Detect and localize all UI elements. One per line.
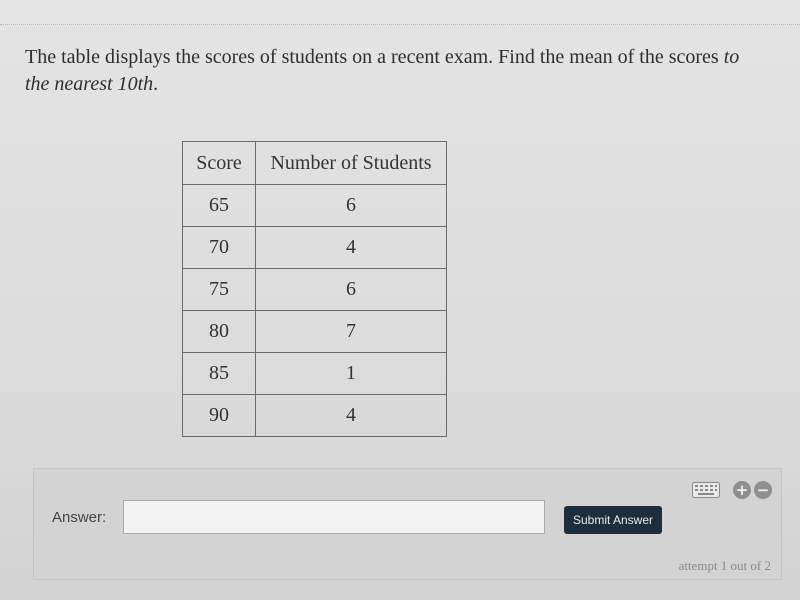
score-cell: 65 bbox=[183, 185, 256, 227]
table-row bbox=[183, 185, 447, 227]
table-row bbox=[183, 227, 447, 269]
header-score: Score bbox=[183, 142, 256, 185]
score-cell: 70 bbox=[183, 227, 256, 269]
count-cell: 4 bbox=[256, 395, 447, 437]
attempt-counter: attempt 1 out of 2 bbox=[678, 558, 771, 573]
question-text bbox=[25, 44, 765, 98]
table-row bbox=[183, 353, 447, 395]
table-row bbox=[183, 269, 447, 311]
plus-icon[interactable]: + bbox=[733, 481, 751, 499]
score-cell: 75 bbox=[183, 269, 256, 311]
top-divider bbox=[0, 24, 800, 25]
answer-input[interactable] bbox=[123, 500, 545, 534]
count-cell: 1 bbox=[256, 353, 447, 395]
scores-table bbox=[182, 141, 447, 437]
question-text-emphasis: to the nearest 10th bbox=[25, 46, 740, 95]
answer-panel bbox=[33, 468, 782, 580]
count-cell: 4 bbox=[256, 227, 447, 269]
score-cell: 90 bbox=[183, 395, 256, 437]
table-header-row bbox=[183, 142, 447, 185]
keyboard-icon[interactable] bbox=[692, 482, 720, 498]
score-cell: 85 bbox=[183, 353, 256, 395]
submit-answer-button[interactable]: Submit Answer bbox=[564, 506, 662, 534]
question-text-end: . bbox=[153, 73, 159, 95]
answer-label: Answer: bbox=[52, 509, 107, 526]
minus-icon[interactable]: − bbox=[754, 481, 772, 499]
table-row bbox=[183, 395, 447, 437]
score-cell: 80 bbox=[183, 311, 256, 353]
count-cell: 6 bbox=[256, 269, 447, 311]
question-text-main: The table displays the scores of students on a recent exam. Find the mean of the scores bbox=[25, 46, 724, 68]
count-cell: 6 bbox=[256, 185, 447, 227]
count-cell: 7 bbox=[256, 311, 447, 353]
table-row bbox=[183, 311, 447, 353]
header-number-of-students: Number of Students bbox=[256, 142, 447, 185]
